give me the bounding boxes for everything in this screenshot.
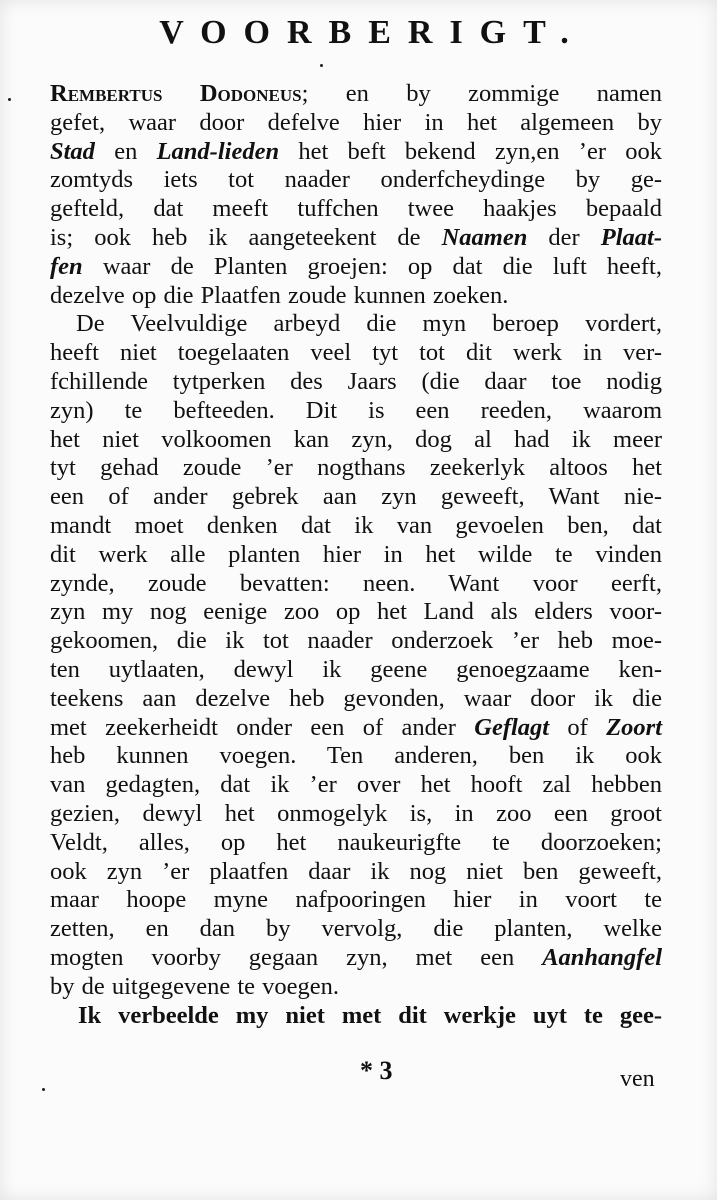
- italic-term: Geflagt: [474, 713, 550, 741]
- text-line: [50, 944, 662, 973]
- italic-term: Land-lieden: [156, 137, 280, 165]
- text-segment: heeft niet toegelaaten veel tyt tot dit werk in ver-: [50, 339, 662, 367]
- text-line: [50, 627, 662, 656]
- text-line: [50, 282, 662, 311]
- text-segment: fchillende tytperken des Jaars (die daar toe nodig: [50, 367, 662, 395]
- ink-speck: [320, 64, 323, 67]
- ink-speck: [42, 1088, 45, 1091]
- text-line: [50, 195, 662, 224]
- text-line: [50, 109, 662, 138]
- text-segment: zyn) te befteeden. Dit is een reeden, waarom: [50, 396, 662, 424]
- text-segment: van gedagten, dat ik ’er over het hooft zal hebben: [50, 771, 662, 799]
- text-segment: en: [94, 137, 157, 165]
- text-segment: of: [549, 713, 607, 741]
- text-segment: met zeekerheidt onder een of ander: [50, 713, 475, 741]
- italic-term: Plaat-: [600, 223, 662, 251]
- text-line: [50, 1002, 662, 1031]
- text-line: [50, 368, 662, 397]
- text-segment: De Veelvuldige arbeyd die myn beroep vordert,: [76, 310, 662, 338]
- text-line: [50, 714, 662, 743]
- text-segment: is; ook heb ik aangeteekent de: [50, 223, 442, 251]
- author-name: Rembertus Dodoneus: [50, 80, 302, 107]
- text-segment: gefteld, dat meeft tuffchen twee haakjes bepaald: [50, 195, 662, 223]
- text-segment: gezien, dewyl het onmogelyk is, in zoo een groot: [50, 799, 662, 827]
- text-segment: tyt gehad zoude ’er nogthans zeekerlyk altoos het: [50, 454, 662, 482]
- text-line: [50, 915, 662, 944]
- text-segment: dit werk alle planten hier in het wilde te vinden: [50, 540, 662, 568]
- text-line: [50, 397, 662, 426]
- text-segment: ook zyn ’er plaatfen daar ik nog niet ben geweeft,: [50, 857, 662, 885]
- text-segment: ten uytlaaten, dewyl ik geene genoegzaame ken-: [50, 655, 662, 683]
- text-segment: maar hoope myne nafpooringen hier in voort te: [50, 886, 662, 914]
- italic-term: Naamen: [441, 223, 528, 251]
- text-segment: gekoomen, die ik tot naader onderzoek ’er heb moe-: [50, 627, 662, 655]
- text-line: [50, 454, 662, 483]
- text-line: [50, 224, 662, 253]
- text-line: [50, 973, 662, 1002]
- italic-term: fen: [50, 252, 83, 280]
- text-line: [50, 541, 662, 570]
- text-segment: der: [527, 223, 601, 251]
- text-segment: zetten, en dan by vervolg, die planten, welke: [50, 915, 662, 943]
- italic-term: Aanhangfel: [542, 943, 662, 971]
- italic-term: Stad: [50, 137, 95, 165]
- text-line: [50, 800, 662, 829]
- text-line: [50, 138, 662, 167]
- ink-speck: [8, 98, 11, 101]
- text-segment: het niet volkoomen kan zyn, dog al had ik meer: [50, 425, 662, 453]
- text-line: [50, 80, 662, 109]
- text-segment: gefet, waar door defelve hier in het algemeen by: [50, 108, 662, 136]
- text-line: [50, 771, 662, 800]
- text-line: [50, 339, 662, 368]
- text-line: [50, 598, 662, 627]
- body-text: [50, 80, 662, 1030]
- text-segment: mogten voorby gegaan zyn, met een: [50, 943, 543, 971]
- text-segment: dezelve op die Plaatfen zoude kunnen zoeken.: [50, 281, 509, 309]
- catchword: ven: [620, 1066, 655, 1092]
- text-line: [50, 685, 662, 714]
- text-segment: zomtyds iets tot naader onderfcheydinge by ge-: [50, 166, 662, 194]
- page-header: VOORBERIGT.: [159, 14, 586, 51]
- italic-term: Zoort: [606, 713, 662, 741]
- text-segment: mandt moet denken dat ik van gevoelen ben, dat: [50, 511, 662, 539]
- text-line: [50, 512, 662, 541]
- signature-mark: * 3: [360, 1056, 393, 1085]
- text-segment: zyn my nog eenige zoo op het Land als elders voor-: [50, 598, 662, 626]
- text-segment: zynde, zoude bevatten: neen. Want voor eerft,: [50, 569, 662, 597]
- text-line: [50, 310, 662, 339]
- text-line: [50, 483, 662, 512]
- text-line: [50, 886, 662, 915]
- text-line: [50, 570, 662, 599]
- text-line: [50, 426, 662, 455]
- text-line: [50, 656, 662, 685]
- text-segment: by de uitgegevene te voegen.: [50, 972, 340, 1000]
- text-segment: ; en by zommige namen: [301, 80, 662, 107]
- text-line: [50, 166, 662, 195]
- text-segment: waar de Planten groejen: op dat die luft heeft,: [82, 252, 662, 280]
- text-segment: Veldt, alles, op het naukeurigfte te doorzoeken;: [50, 828, 662, 856]
- text-line: [50, 253, 662, 282]
- text-line: [50, 742, 662, 771]
- text-segment: een of ander gebrek aan zyn geweeft, Want nie-: [50, 483, 662, 511]
- text-segment: Ik verbeelde my niet met dit werkje uyt te gee-: [78, 1001, 662, 1029]
- text-line: [50, 829, 662, 858]
- text-segment: heb kunnen voegen. Ten anderen, ben ik ook: [50, 742, 662, 770]
- text-segment: teekens aan dezelve heb gevonden, waar door ik die: [50, 684, 662, 712]
- text-line: [50, 858, 662, 887]
- text-segment: het beft bekend zyn,en ’er ook: [279, 137, 662, 165]
